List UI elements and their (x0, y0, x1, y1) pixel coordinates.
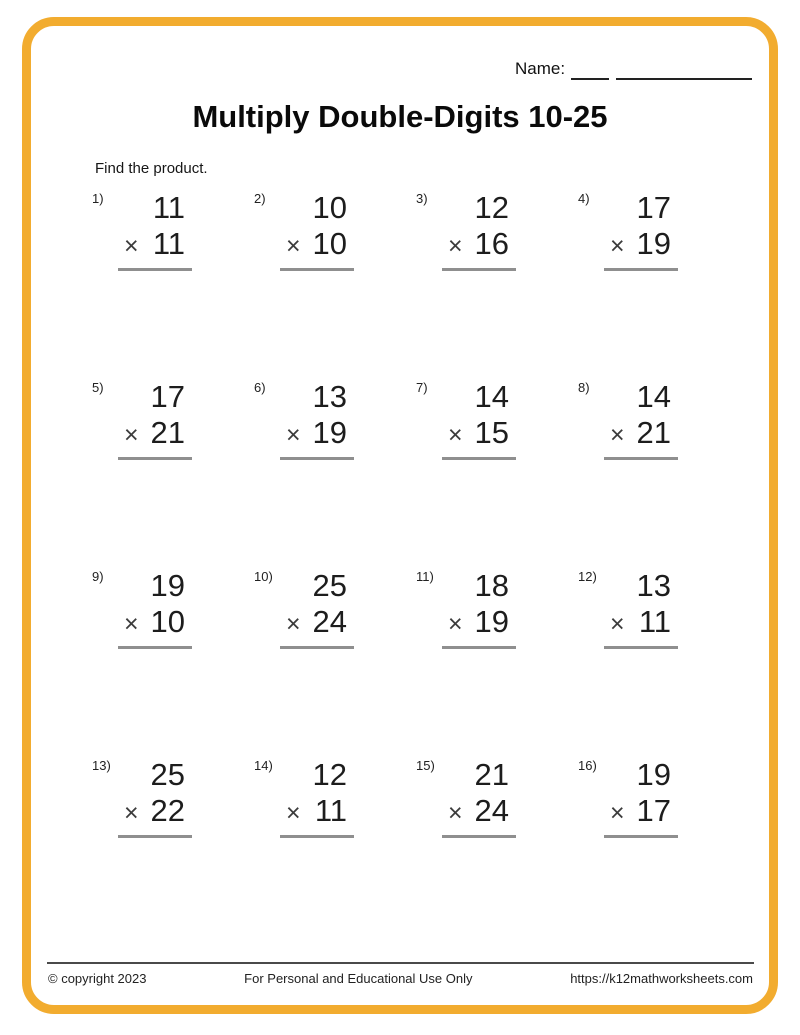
usage-text: For Personal and Educational Use Only (244, 971, 473, 986)
problem-work-area (604, 379, 678, 460)
problem-item (92, 757, 192, 837)
multiplicand: 18 (474, 568, 509, 603)
name-blank-line-short (571, 60, 609, 80)
problem-number-label: 12) (578, 569, 597, 584)
problem-number-label: 10) (254, 569, 273, 584)
multiplier: 16 (474, 226, 509, 261)
problem-work-area (118, 379, 192, 460)
problem-work-area (280, 568, 354, 649)
problem-item (578, 379, 678, 459)
problem-item (254, 190, 354, 270)
multiplicand: 12 (312, 757, 347, 792)
multiplicand: 12 (474, 190, 509, 225)
multiplier: 11 (638, 604, 671, 639)
multiplier: 11 (314, 793, 347, 828)
multiply-sign: × (286, 421, 301, 449)
multiply-sign: × (124, 232, 139, 260)
multiplier-row (442, 793, 516, 831)
problem-item (416, 757, 516, 837)
multiplicand: 17 (150, 379, 185, 414)
problem-item (416, 190, 516, 270)
problem-item (254, 379, 354, 459)
problem-item (92, 379, 192, 459)
multiplier-row (604, 604, 678, 642)
problem-number-label: 14) (254, 758, 273, 773)
instruction-text: Find the product. (95, 160, 208, 177)
problem-work-area (442, 190, 516, 271)
multiplier-row (280, 793, 354, 831)
answer-line (280, 646, 354, 649)
multiplier: 19 (474, 604, 509, 639)
multiply-sign: × (448, 232, 463, 260)
multiply-sign: × (286, 232, 301, 260)
problem-number-label: 16) (578, 758, 597, 773)
multiplier: 24 (474, 793, 509, 828)
multiplier-row (604, 415, 678, 453)
problem-item (254, 757, 354, 837)
multiplier: 19 (636, 226, 671, 261)
footer (48, 971, 753, 986)
problem-number-label: 13) (92, 758, 111, 773)
multiply-sign: × (610, 799, 625, 827)
multiplicand: 10 (312, 190, 347, 225)
problem-number-label: 2) (254, 191, 266, 206)
multiplicand: 11 (152, 190, 185, 225)
multiplier: 10 (150, 604, 185, 639)
answer-line (118, 457, 192, 460)
problem-item (92, 190, 192, 270)
problem-item (578, 757, 678, 837)
multiplicand: 25 (312, 568, 347, 603)
problem-item (416, 379, 516, 459)
problem-work-area (118, 568, 192, 649)
answer-line (604, 268, 678, 271)
problem-number-label: 4) (578, 191, 590, 206)
problem-number-label: 1) (92, 191, 104, 206)
name-label: Name: (515, 59, 566, 78)
multiplier-row (118, 226, 192, 264)
multiplier: 15 (474, 415, 509, 450)
multiply-sign: × (448, 799, 463, 827)
problem-number-label: 8) (578, 380, 590, 395)
answer-line (604, 457, 678, 460)
problem-number-label: 7) (416, 380, 428, 395)
answer-line (442, 457, 516, 460)
multiply-sign: × (124, 421, 139, 449)
multiplier-row (118, 604, 192, 642)
multiply-sign: × (610, 421, 625, 449)
problem-item (416, 568, 516, 648)
multiplicand: 17 (636, 190, 671, 225)
footer-divider (47, 962, 754, 964)
problem-work-area (280, 379, 354, 460)
problem-item (578, 190, 678, 270)
answer-line (118, 835, 192, 838)
problem-work-area (442, 379, 516, 460)
multiplier: 10 (312, 226, 347, 261)
problem-work-area (280, 190, 354, 271)
page-title: Multiply Double-Digits 10-25 (192, 99, 608, 134)
multiply-sign: × (448, 610, 463, 638)
multiplier: 21 (636, 415, 671, 450)
answer-line (118, 646, 192, 649)
problem-number-label: 5) (92, 380, 104, 395)
multiplier-row (604, 793, 678, 831)
multiplier: 22 (150, 793, 185, 828)
multiply-sign: × (448, 421, 463, 449)
multiplier-row (280, 604, 354, 642)
multiplicand: 19 (150, 568, 185, 603)
multiplier: 24 (312, 604, 347, 639)
answer-line (280, 457, 354, 460)
answer-line (118, 268, 192, 271)
multiplier-row (442, 604, 516, 642)
problem-work-area (604, 757, 678, 838)
multiplier-row (280, 415, 354, 453)
multiply-sign: × (124, 799, 139, 827)
multiplier-row (118, 415, 192, 453)
answer-line (604, 835, 678, 838)
multiplicand: 13 (312, 379, 347, 414)
multiplier-row (118, 793, 192, 831)
multiplicand: 14 (474, 379, 509, 414)
problem-number-label: 9) (92, 569, 104, 584)
problem-item (254, 568, 354, 648)
website-url: https://k12mathworksheets.com (570, 971, 753, 986)
answer-line (604, 646, 678, 649)
problem-work-area (604, 568, 678, 649)
problem-number-label: 11) (416, 569, 434, 584)
problem-item (92, 568, 192, 648)
multiplier: 19 (312, 415, 347, 450)
answer-line (442, 268, 516, 271)
multiplicand: 13 (636, 568, 671, 603)
multiplier-row (442, 226, 516, 264)
multiplier-row (280, 226, 354, 264)
name-blank-line-long (616, 60, 752, 80)
multiply-sign: × (610, 232, 625, 260)
multiply-sign: × (124, 610, 139, 638)
multiplier: 11 (152, 226, 185, 261)
answer-line (280, 835, 354, 838)
problem-work-area (604, 190, 678, 271)
multiplicand: 14 (636, 379, 671, 414)
multiply-sign: × (610, 610, 625, 638)
answer-line (442, 646, 516, 649)
multiplicand: 25 (150, 757, 185, 792)
multiply-sign: × (286, 610, 301, 638)
problem-work-area (442, 568, 516, 649)
problems-grid (92, 190, 678, 837)
name-field (515, 58, 752, 80)
multiplicand: 21 (474, 757, 509, 792)
problem-number-label: 15) (416, 758, 435, 773)
multiplicand: 19 (636, 757, 671, 792)
problem-work-area (118, 190, 192, 271)
problem-item (578, 568, 678, 648)
problem-number-label: 3) (416, 191, 428, 206)
multiplier: 17 (636, 793, 671, 828)
multiplier: 21 (150, 415, 185, 450)
problem-work-area (442, 757, 516, 838)
multiplier-row (442, 415, 516, 453)
problem-work-area (118, 757, 192, 838)
copyright-text: © copyright 2023 (48, 971, 147, 986)
problem-number-label: 6) (254, 380, 266, 395)
answer-line (280, 268, 354, 271)
answer-line (442, 835, 516, 838)
multiplier-row (604, 226, 678, 264)
problem-work-area (280, 757, 354, 838)
multiply-sign: × (286, 799, 301, 827)
